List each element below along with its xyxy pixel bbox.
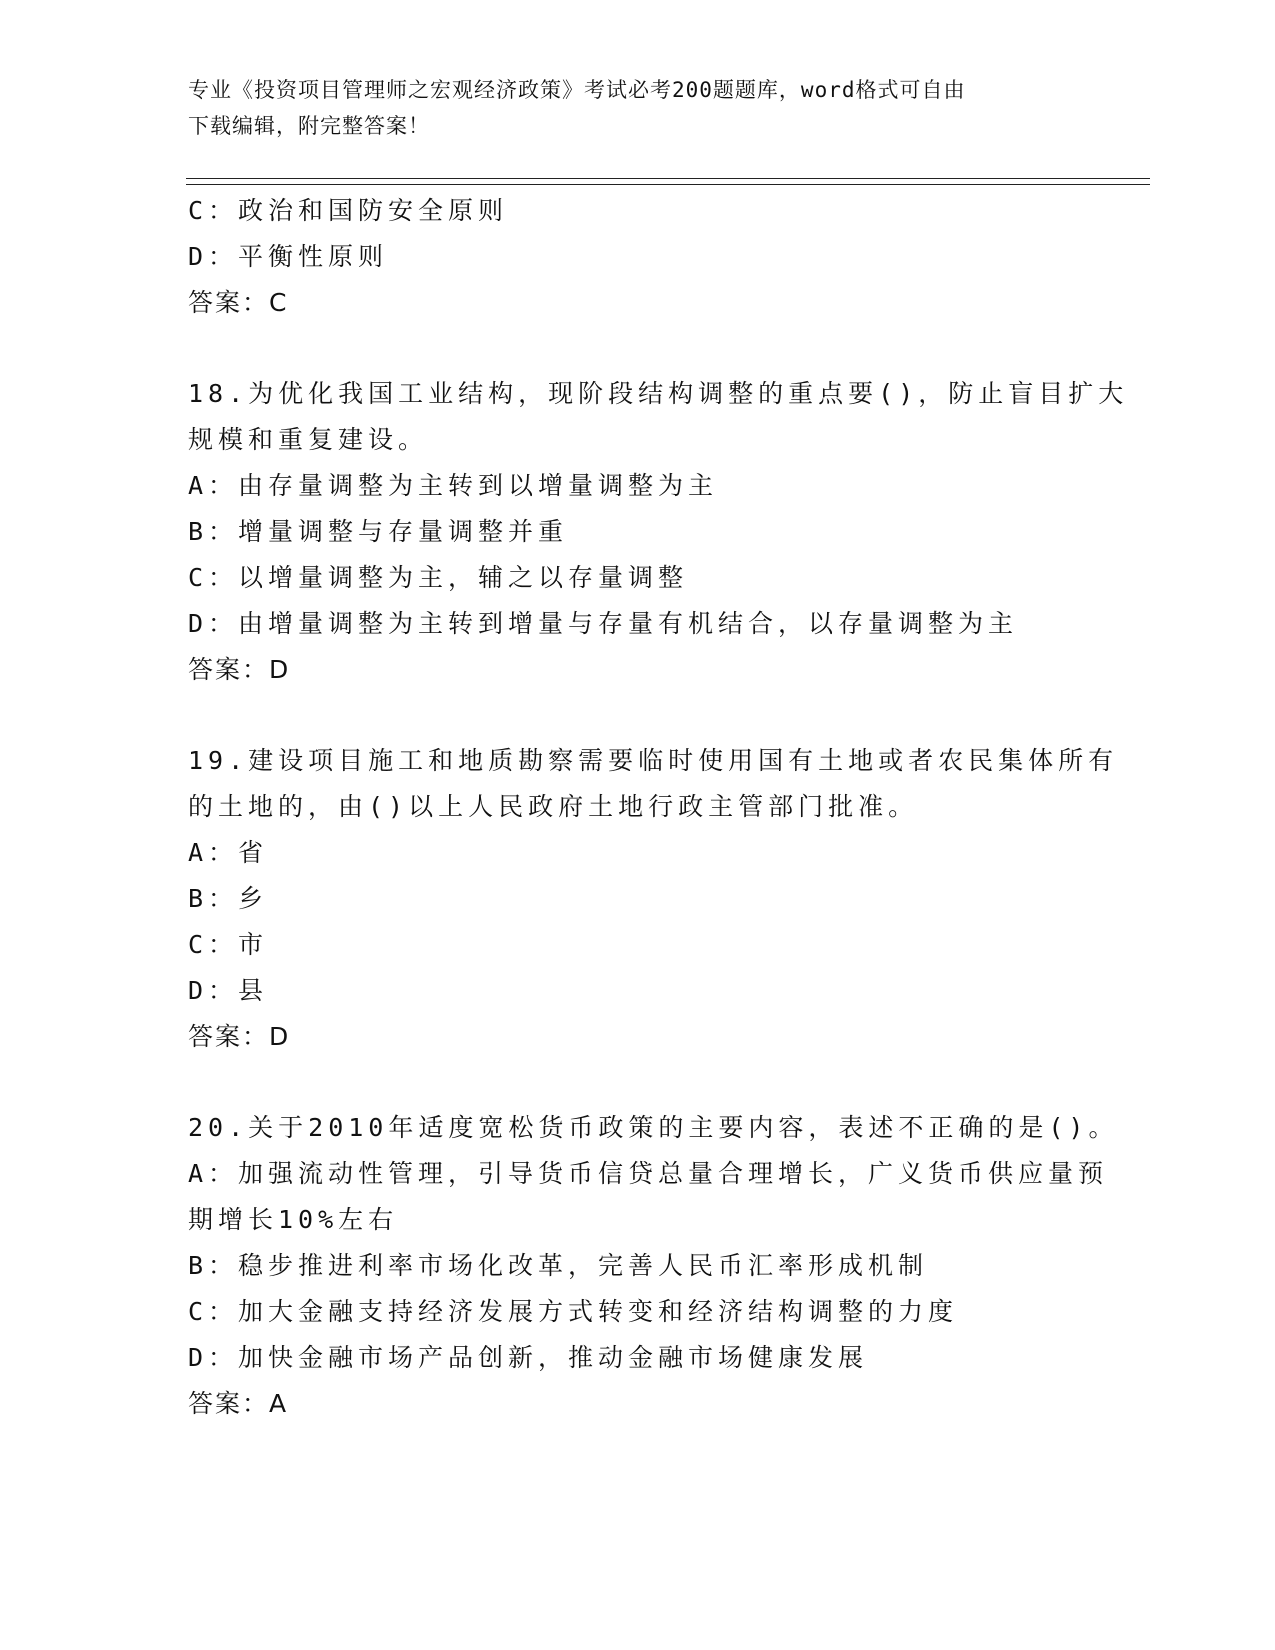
option-a: A：加强流动性管理，引导货币信贷总量合理增长，广义货币供应量预 [188,1159,1109,1188]
option-d: D：加快金融市场产品创新，推动金融市场健康发展 [188,1343,869,1372]
option-a: A：省 [188,838,269,867]
option-d: D：县 [188,976,269,1005]
question-stem: 18.为优化我国工业结构，现阶段结构调整的重点要()，防止盲目扩大 [188,379,1129,408]
option-a-continued: 期增长10%左右 [188,1205,399,1234]
spacer [188,326,1088,371]
page-header [188,72,1068,144]
option-b: B：稳步推进利率市场化改革，完善人民币汇率形成机制 [188,1251,929,1280]
spacer [188,1060,1088,1105]
header-line-1: 专业《投资项目管理师之宏观经济政策》考试必考200题题库，word格式可自由 [188,78,966,102]
option-c: C：市 [188,930,269,959]
option-a: A：由存量调整为主转到以增量调整为主 [188,471,719,500]
option-d: D：平衡性原则 [188,242,389,271]
header-divider [186,178,1150,185]
question-19 [188,738,1119,1060]
question-stem-continued: 规模和重复建设。 [188,425,429,454]
question-stem-continued: 的土地的，由()以上人民政府土地行政主管部门批准。 [188,792,919,821]
option-d: D：由增量调整为主转到增量与存量有机结合，以存量调整为主 [188,609,1019,638]
question-list [188,188,1129,1427]
answer: 答案：A [188,1389,289,1418]
question-20 [188,1105,1119,1427]
answer: 答案：D [188,655,291,684]
question-18 [188,371,1129,693]
option-b: B：乡 [188,884,269,913]
option-c: C：加大金融支持经济发展方式转变和经济结构调整的力度 [188,1297,959,1326]
option-b: B：增量调整与存量调整并重 [188,517,569,546]
option-c: C：以增量调整为主，辅之以存量调整 [188,563,689,592]
answer: 答案：D [188,1022,291,1051]
header-line-2: 下载编辑，附完整答案！ [188,114,430,138]
question-stem: 19.建设项目施工和地质勘察需要临时使用国有土地或者农民集体所有 [188,746,1119,775]
question-stem: 20.关于2010年适度宽松货币政策的主要内容，表述不正确的是()。 [188,1113,1119,1142]
spacer [188,693,1088,738]
answer: 答案：C [188,288,289,317]
option-c: C：政治和国防安全原则 [188,196,509,225]
question-17 [188,188,1088,326]
